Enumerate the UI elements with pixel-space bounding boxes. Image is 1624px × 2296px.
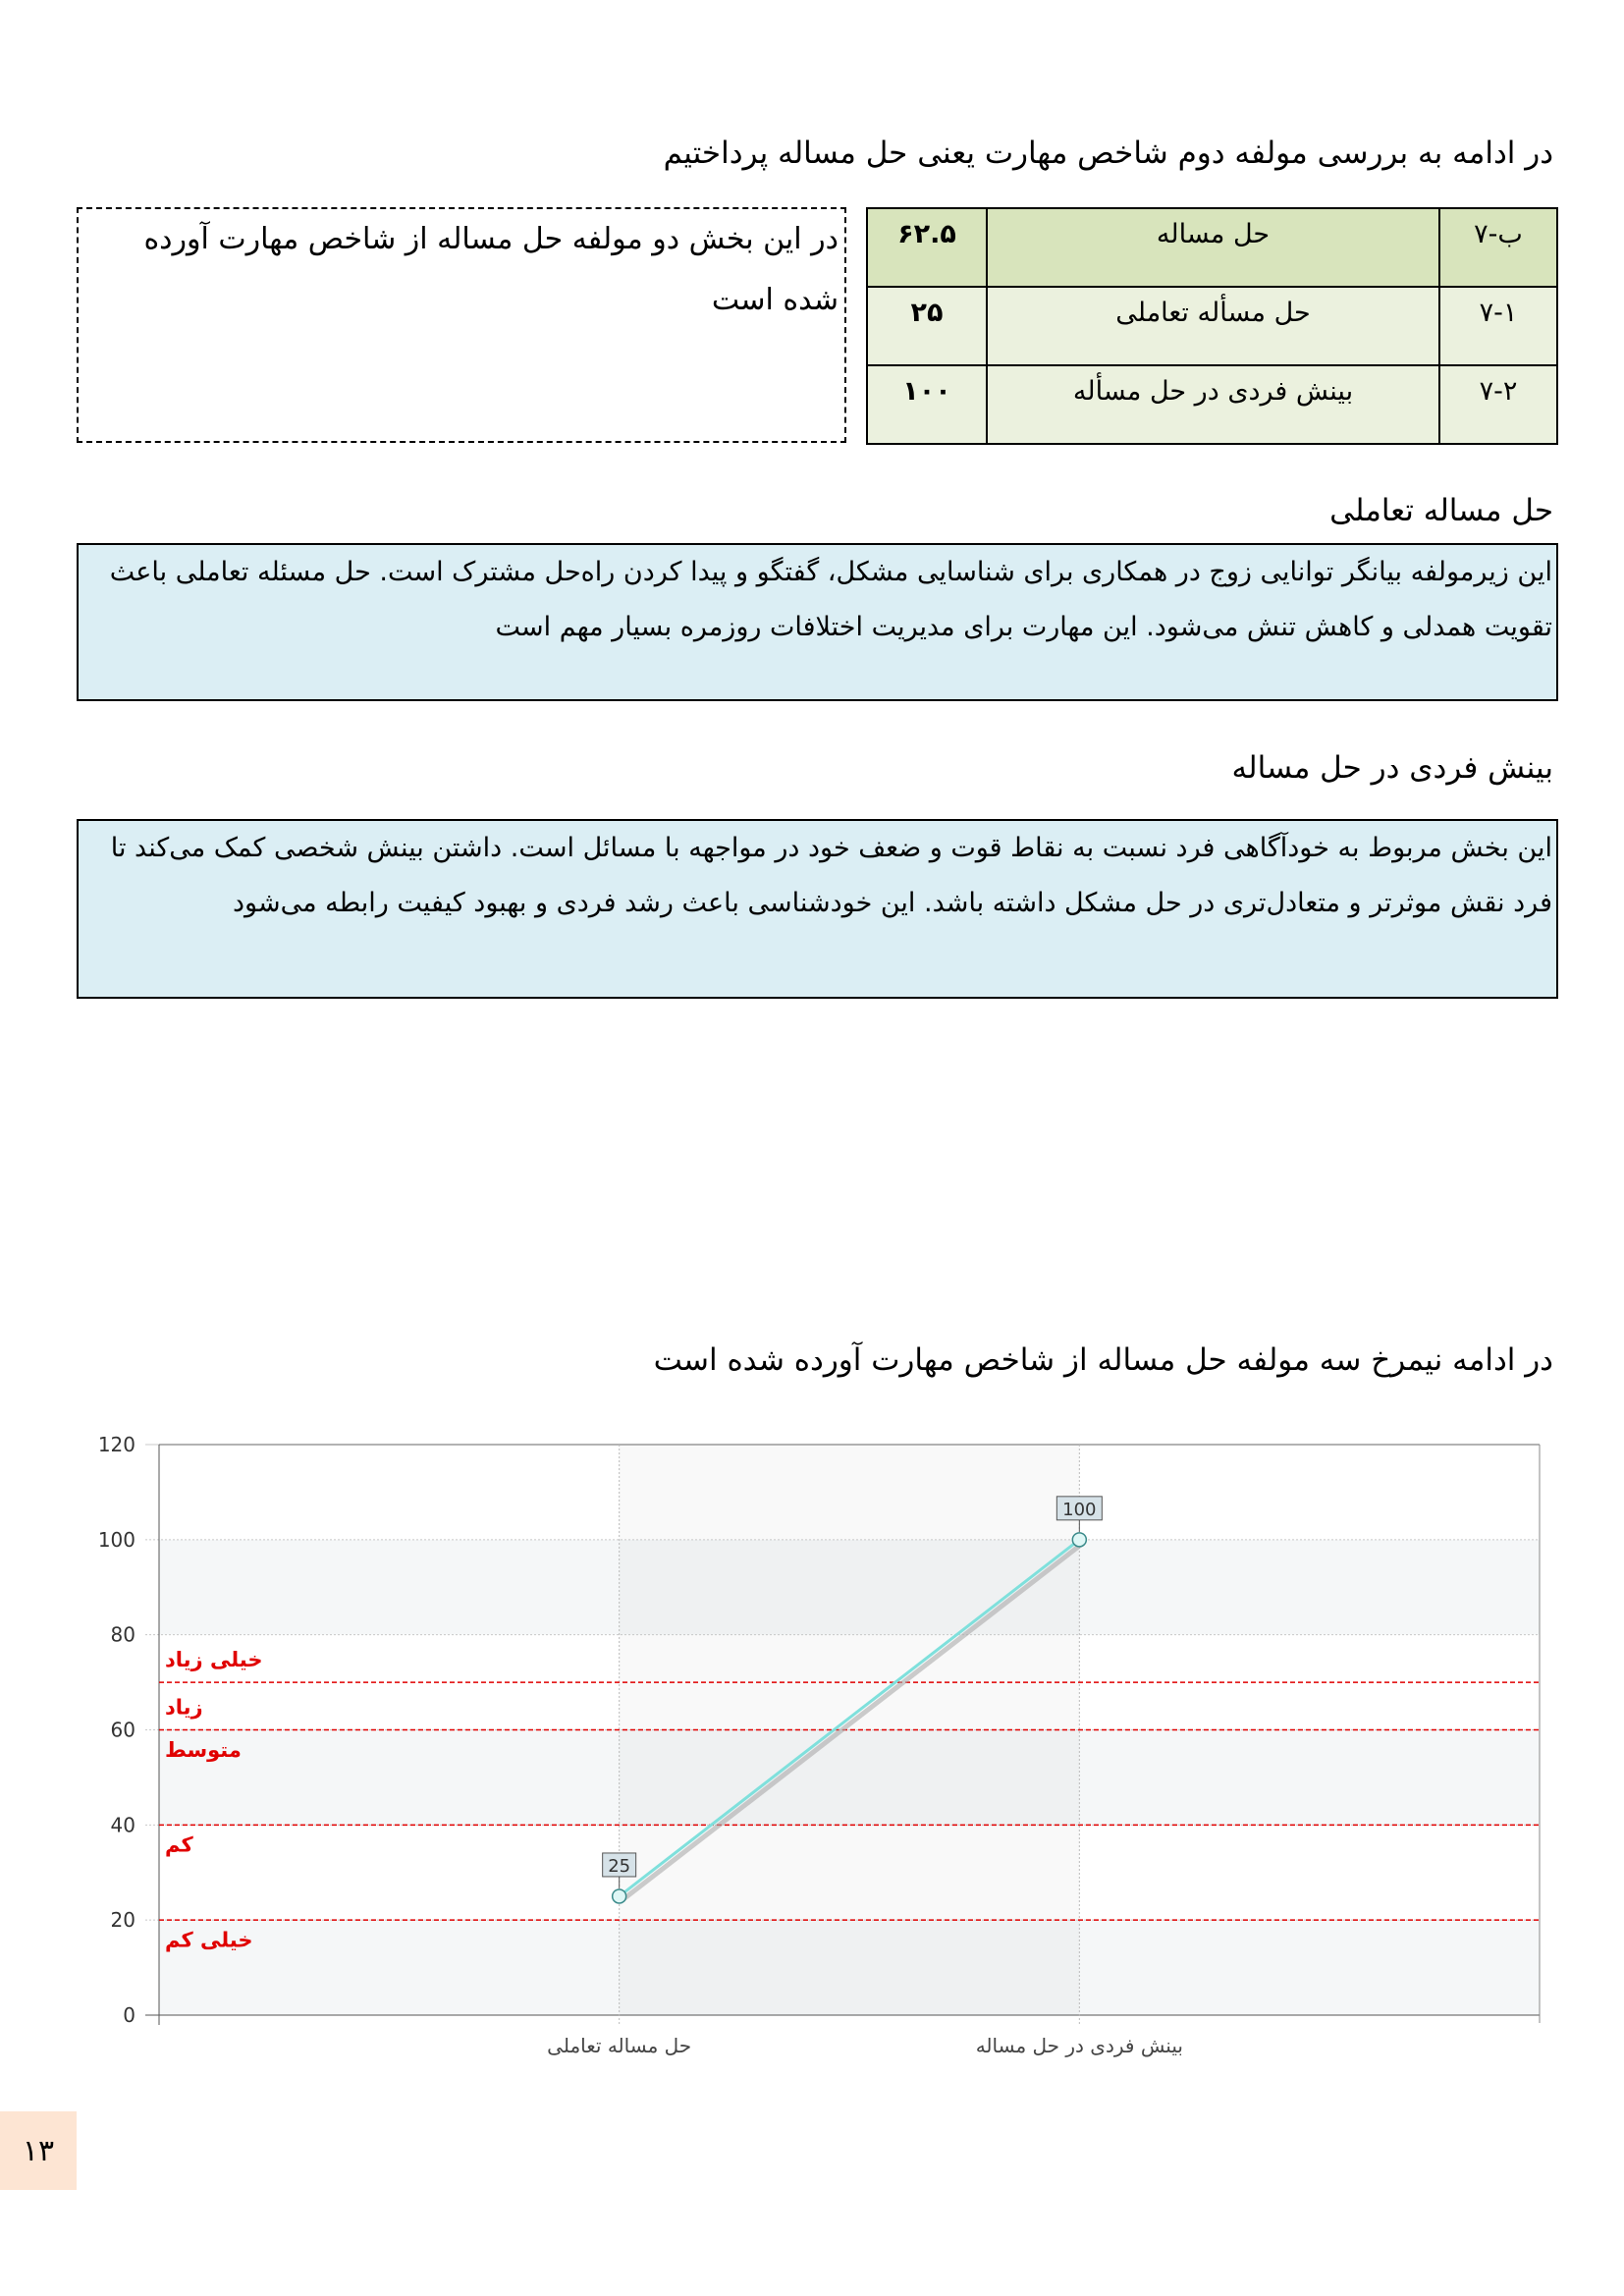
section-note: در این بخش دو مولفه حل مساله از شاخص مهارت آورده شده است <box>77 207 846 443</box>
y-tick-label: 100 <box>97 1527 135 1552</box>
x-tick-label: بینش فردی در حل مساله <box>975 2034 1183 2057</box>
table-row <box>867 287 1557 365</box>
threshold-label: خیلی زیاد <box>165 1647 263 1671</box>
profile-line-chart <box>0 1414 1624 2082</box>
row-value: ۱۰۰ <box>867 365 987 444</box>
threshold-label: زیاد <box>165 1695 203 1720</box>
y-tick-label: 40 <box>110 1813 135 1837</box>
row-code: ۷-۲ <box>1439 365 1557 444</box>
scores-table <box>866 207 1558 445</box>
y-tick-label: 60 <box>110 1718 135 1742</box>
row-name: حل مسأله تعاملی <box>987 287 1439 365</box>
section-title: حل مساله تعاملی <box>1329 493 1553 528</box>
y-tick-label: 0 <box>123 2003 135 2027</box>
section-body: این بخش مربوط به خودآگاهی فرد نسبت به نقاط قوت و ضعف خود در مواجهه با مسائل است. داشتن بینش شخصی کمک می‌کند تا فرد نقش موثرتر و متعادل‌تری در حل مشکل داشته باشد. این خودشناسی باعث رشد فردی و بهبود کیفیت رابطه می‌شود <box>77 819 1558 999</box>
row-name: حل مساله <box>987 208 1439 287</box>
chart-heading: در ادامه نیمرخ سه مولفه حل مساله از شاخص مهارت آورده شده است <box>653 1342 1553 1378</box>
y-tick-label: 20 <box>110 1908 135 1933</box>
intro-heading: در ادامه به بررسی مولفه دوم شاخص مهارت یعنی حل مساله پرداختیم <box>663 136 1553 171</box>
y-tick-label: 80 <box>110 1622 135 1647</box>
data-label: 100 <box>1062 1499 1097 1520</box>
y-tick-label: 120 <box>97 1433 135 1456</box>
table-row <box>867 208 1557 287</box>
data-point <box>613 1889 626 1903</box>
row-name: بینش فردی در حل مسأله <box>987 365 1439 444</box>
row-value: ۲۵ <box>867 287 987 365</box>
threshold-label: متوسط <box>165 1737 242 1762</box>
threshold-label: کم <box>165 1832 193 1857</box>
row-value: ۶۲.۵ <box>867 208 987 287</box>
row-code: ۷-۱ <box>1439 287 1557 365</box>
data-point <box>1072 1533 1086 1547</box>
page-number: ۱۳ <box>0 2111 77 2190</box>
row-code: ب-۷ <box>1439 208 1557 287</box>
threshold-label: خیلی کم <box>165 1928 253 1952</box>
table-row <box>867 365 1557 444</box>
section-body: این زیرمولفه بیانگر توانایی زوج در همکاری برای شناسایی مشکل، گفتگو و پیدا کردن راه‌حل مشترک است. حل مسئله تعاملی باعث تقویت همدلی و کاهش تنش می‌شود. این مهارت برای مدیریت اختلافات روزمره بسیار مهم است <box>77 543 1558 701</box>
section-title: بینش فردی در حل مساله <box>1231 750 1553 786</box>
x-tick-label: حل مساله تعاملی <box>547 2034 692 2057</box>
data-label: 25 <box>608 1855 631 1877</box>
